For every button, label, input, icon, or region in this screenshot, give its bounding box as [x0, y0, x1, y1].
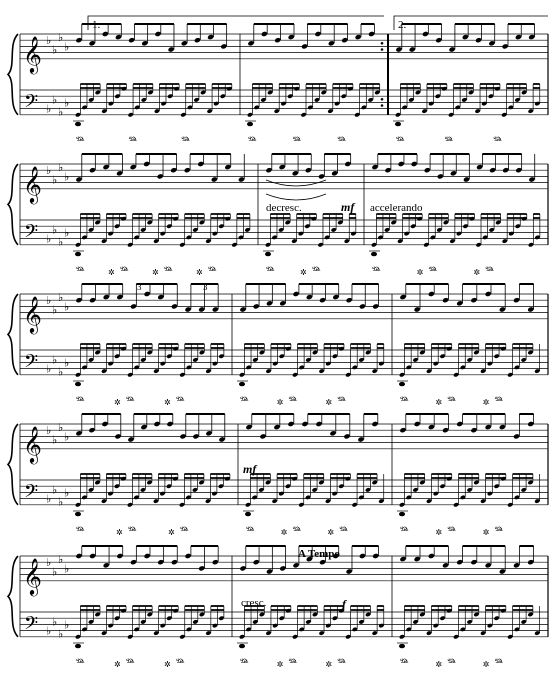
flat-icon: ♭	[46, 102, 52, 116]
pedal-mark-icon: 𝆮	[288, 655, 298, 671]
flat-icon: ♭	[58, 161, 64, 175]
dynamic-f-marking: f	[342, 597, 346, 611]
flat-icon: ♭	[52, 303, 58, 317]
flat-icon: ♭	[46, 164, 52, 178]
flat-icon: ♭	[64, 96, 70, 110]
pedal-release-icon: ✲	[325, 659, 333, 669]
pedal-mark-icon: 𝆮	[337, 133, 346, 149]
pedal-mark-icon: 𝆮	[120, 263, 129, 279]
pedal-release-icon: ✲	[327, 527, 335, 537]
treble-clef-icon: 𝄞	[23, 164, 42, 203]
flat-icon: ♭	[46, 34, 52, 48]
bass-low-note	[75, 382, 81, 386]
pedal-mark-icon: 𝆮	[288, 393, 298, 409]
pedal-mark-icon: 𝆮	[126, 655, 135, 671]
pedal-mark-icon: 𝆮	[337, 655, 346, 671]
pedal-mark-icon: 𝆮	[126, 393, 135, 409]
treble-clef-icon: 𝄞	[23, 34, 42, 73]
pedal-release-icon: ✲	[114, 397, 121, 407]
flat-icon: ♭	[52, 223, 58, 237]
pedal-mark-icon: 𝆮	[494, 655, 504, 671]
bass-low-note	[75, 122, 81, 126]
bass-low-note	[239, 382, 245, 386]
pedal-release-icon: ✲	[196, 267, 203, 277]
pedal-mark-icon: 𝆮	[176, 393, 185, 409]
flat-icon: ♭	[58, 421, 64, 435]
pedal-release-icon: ✲	[280, 527, 288, 537]
tie	[266, 194, 326, 200]
pedal-release-icon: ✲	[482, 659, 490, 669]
pedal-mark-icon: 𝆮	[76, 655, 85, 671]
flat-icon: ♭	[64, 40, 70, 54]
flat-icon: ♭	[46, 294, 52, 308]
bass-low-note	[395, 122, 401, 126]
dynamic-mf-marking: mf	[341, 200, 355, 214]
pedal-mark-icon: 𝆮	[444, 133, 454, 149]
flat-icon: ♭	[46, 556, 52, 570]
pedal-mark-icon: 𝆮	[248, 133, 257, 149]
bass-low-note	[399, 644, 405, 648]
pedal-release-icon: ✲	[116, 527, 123, 537]
repeat-dot	[381, 104, 384, 107]
pedal-mark-icon: 𝆮	[128, 523, 137, 539]
flat-icon: ♭	[52, 43, 58, 57]
pedal-mark-icon: 𝆮	[493, 133, 502, 149]
flat-icon: ♭	[58, 495, 64, 509]
pedal-mark-icon: 𝆮	[400, 393, 409, 409]
pedal-mark-icon: 𝆮	[485, 263, 494, 279]
pedal-release-icon: ✲	[164, 397, 171, 407]
pedal-mark-icon: 𝆮	[128, 133, 138, 149]
bass-clef-icon: 𝄢	[24, 613, 39, 639]
pedal-release-icon: ✲	[435, 659, 443, 669]
pedal-mark-icon: 𝆮	[292, 133, 302, 149]
flat-icon: ♭	[64, 170, 70, 184]
flat-icon: ♭	[52, 483, 58, 497]
pedal-mark-icon: 𝆮	[396, 133, 405, 149]
flat-icon: ♭	[64, 300, 70, 314]
brace	[8, 294, 18, 375]
pedal-mark-icon: 𝆮	[180, 523, 189, 539]
repeat-dot	[381, 42, 384, 45]
pedal-mark-icon: 𝆮	[76, 133, 85, 149]
bass-low-note	[75, 512, 81, 516]
tie	[266, 180, 326, 186]
flat-icon: ♭	[58, 291, 64, 305]
bass-low-note	[371, 252, 377, 256]
pedal-release-icon: ✲	[482, 527, 490, 537]
pedal-mark-icon: 𝆮	[246, 523, 255, 539]
bass-low-note	[245, 512, 251, 516]
flat-icon: ♭	[64, 356, 70, 370]
pedal-mark-icon: 𝆮	[76, 263, 85, 279]
cresc-marking: cresc.	[241, 597, 267, 609]
flat-icon: ♭	[58, 31, 64, 45]
volta-2-label: 2.	[398, 19, 407, 31]
flat-icon: ♭	[58, 235, 64, 249]
accelerando-marking: accelerando	[370, 202, 423, 214]
treble-clef-icon: 𝄞	[23, 556, 42, 595]
pedal-mark-icon: 𝆮	[372, 263, 381, 279]
tuplet-3-label-2: 3	[203, 282, 208, 292]
pedal-mark-icon: 𝆮	[312, 263, 321, 279]
brace	[8, 556, 18, 637]
flat-icon: ♭	[58, 365, 64, 379]
flat-icon: ♭	[58, 627, 64, 641]
bass-low-note	[399, 382, 405, 386]
dynamic-mf-marking-2: mf	[243, 462, 257, 476]
pedal-mark-icon: 𝆮	[164, 263, 173, 279]
pedal-release-icon: ✲	[416, 267, 424, 277]
brace	[8, 34, 18, 115]
pedal-mark-icon: 𝆮	[494, 393, 504, 409]
flat-icon: ♭	[46, 424, 52, 438]
treble-clef-icon: 𝄞	[23, 294, 42, 333]
treble-clef-icon: 𝄞	[23, 424, 42, 463]
volta-1-label: 1.	[92, 19, 101, 31]
bass-clef-icon: 𝄢	[24, 91, 39, 117]
brace	[8, 424, 18, 505]
decresc-marking: decresc.	[266, 202, 302, 214]
pedal-release-icon: ✲	[108, 267, 115, 277]
pedal-mark-icon: 𝆮	[447, 523, 456, 539]
pedal-mark-icon: 𝆮	[240, 393, 249, 409]
pedal-mark-icon: 𝆮	[181, 133, 190, 149]
system-1	[8, 16, 548, 149]
tuplet-3-label: 3	[137, 282, 142, 292]
pedal-release-icon: ✲	[168, 527, 175, 537]
flat-icon: ♭	[64, 226, 70, 240]
pedal-mark-icon: 𝆮	[76, 393, 85, 409]
bass-low-note	[75, 252, 81, 256]
flat-icon: ♭	[52, 615, 58, 629]
repeat-dot	[381, 48, 384, 51]
pedal-release-icon: ✲	[276, 659, 284, 669]
flat-icon: ♭	[46, 492, 52, 506]
flat-icon: ♭	[64, 430, 70, 444]
pedal-mark-icon: 𝆮	[428, 263, 438, 279]
system-2	[8, 154, 548, 279]
bass-clef-icon: 𝄢	[24, 481, 39, 507]
a-tempo-marking: A Tempo	[298, 548, 340, 560]
flat-icon: ♭	[52, 353, 58, 367]
flat-icon: ♭	[52, 433, 58, 447]
pedal-mark-icon: 𝆮	[339, 523, 348, 539]
pedal-mark-icon: 𝆮	[494, 523, 504, 539]
pedal-mark-icon: 𝆮	[176, 655, 185, 671]
flat-icon: ♭	[58, 105, 64, 119]
flat-icon: ♭	[52, 93, 58, 107]
flat-icon: ♭	[52, 565, 58, 579]
pedal-release-icon: ✲	[114, 659, 121, 669]
pedal-mark-icon: 𝆮	[292, 523, 302, 539]
pedal-release-icon: ✲	[164, 659, 171, 669]
pedal-mark-icon: 𝆮	[208, 263, 217, 279]
pedal-mark-icon: 𝆮	[447, 655, 456, 671]
bass-low-note	[399, 512, 405, 516]
pedal-release-icon: ✲	[435, 397, 443, 407]
pedal-release-icon: ✲	[325, 397, 333, 407]
bass-low-note	[239, 644, 245, 648]
flat-icon: ♭	[64, 618, 70, 632]
pedal-mark-icon: 𝆮	[337, 393, 346, 409]
pedal-release-icon: ✲	[482, 397, 490, 407]
flat-icon: ♭	[64, 562, 70, 576]
pedal-mark-icon: 𝆮	[240, 655, 249, 671]
system-4	[8, 414, 548, 539]
pedal-mark-icon: 𝆮	[400, 655, 409, 671]
system-3	[8, 284, 548, 409]
pedal-mark-icon: 𝆮	[76, 523, 85, 539]
bass-low-note	[265, 252, 271, 256]
flat-icon: ♭	[58, 553, 64, 567]
flat-icon: ♭	[52, 173, 58, 187]
repeat-dot	[381, 98, 384, 101]
flat-icon: ♭	[46, 362, 52, 376]
pedal-release-icon: ✲	[276, 397, 284, 407]
bass-low-note	[247, 122, 253, 126]
flat-icon: ♭	[46, 232, 52, 246]
pedal-mark-icon: 𝆮	[400, 523, 409, 539]
bass-clef-icon: 𝄢	[24, 221, 39, 247]
pedal-release-icon: ✲	[152, 267, 159, 277]
system-5	[8, 546, 548, 671]
brace	[8, 164, 18, 245]
bass-low-note	[75, 644, 81, 648]
flat-icon: ♭	[46, 624, 52, 638]
pedal-release-icon: ✲	[473, 267, 481, 277]
bass-clef-icon: 𝄢	[24, 351, 39, 377]
pedal-mark-icon: 𝆮	[447, 393, 456, 409]
pedal-release-icon: ✲	[300, 267, 307, 277]
pedal-mark-icon: 𝆮	[266, 263, 275, 279]
flat-icon: ♭	[64, 486, 70, 500]
pedal-release-icon: ✲	[435, 527, 443, 537]
